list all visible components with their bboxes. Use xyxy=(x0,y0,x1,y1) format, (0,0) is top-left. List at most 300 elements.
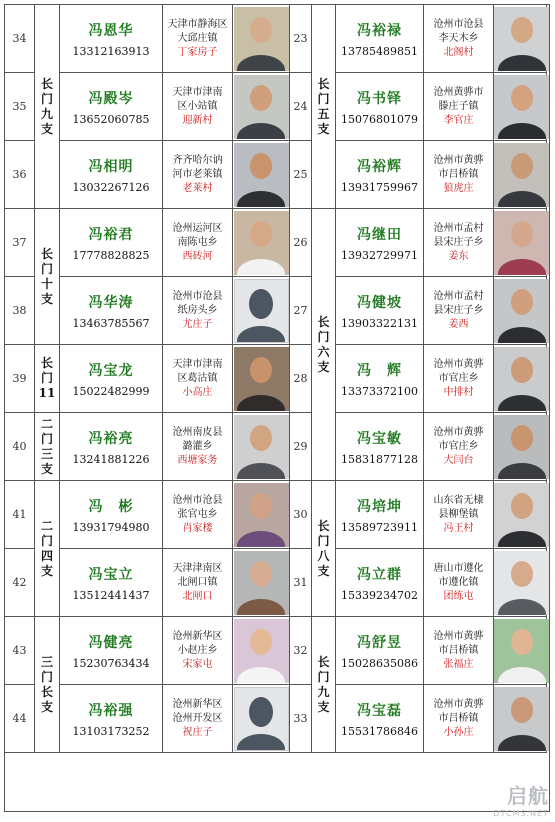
roster-row xyxy=(5,5,547,73)
row-number: 24 xyxy=(290,73,312,141)
member-name: 冯立群 xyxy=(357,566,402,583)
address-line: 沧州开发区 xyxy=(172,712,223,724)
member-name-cell xyxy=(60,617,163,685)
member-address-cell xyxy=(163,413,233,481)
roster-row xyxy=(5,685,547,753)
portrait-head xyxy=(250,17,272,43)
roster-row xyxy=(5,481,547,549)
photo-cell xyxy=(233,617,290,685)
member-village: 团练屯 xyxy=(443,590,474,602)
portrait-head xyxy=(250,561,272,587)
portrait-torso xyxy=(498,735,546,751)
branch-cell xyxy=(35,345,60,413)
member-phone: 13512441437 xyxy=(72,588,150,602)
address-line: 市官庄乡 xyxy=(438,372,479,384)
member-phone: 15028635086 xyxy=(341,656,418,670)
branch-label-char: 长 xyxy=(40,76,53,91)
roster-row xyxy=(5,209,547,277)
member-phone: 13903322131 xyxy=(341,316,418,330)
member-address-cell xyxy=(163,73,233,141)
portrait-head xyxy=(511,561,533,587)
address-line: 沧州市孟村 xyxy=(433,290,484,302)
member-name: 冯裕禄 xyxy=(357,22,402,39)
address-line: 河市老莱镇 xyxy=(172,168,223,180)
address-line: 唐山市遵化 xyxy=(433,562,484,574)
member-name: 冯宝龙 xyxy=(88,362,134,379)
member-portrait xyxy=(494,415,549,479)
address-line: 市官庄乡 xyxy=(438,440,479,452)
member-phone: 13463785567 xyxy=(72,316,150,330)
member-address-cell xyxy=(424,5,494,73)
member-village: 宋家屯 xyxy=(182,658,213,670)
branch-label-char: 门 xyxy=(317,329,330,344)
member-name: 冯相明 xyxy=(88,158,134,175)
address-line: 沧州新华区 xyxy=(172,630,223,642)
member-address-cell xyxy=(163,345,233,413)
address-line: 市遵化镇 xyxy=(438,576,479,588)
portrait-head xyxy=(250,425,272,451)
member-name: 冯殿岑 xyxy=(88,90,134,107)
address-line: 小赵庄乡 xyxy=(177,644,218,656)
row-number: 44 xyxy=(5,685,35,753)
branch-label-char: 长 xyxy=(317,314,330,329)
member-address-cell xyxy=(424,685,494,753)
avatar-placeholder-icon xyxy=(234,279,289,343)
member-village: 姜西 xyxy=(448,318,469,330)
member-name-cell xyxy=(336,73,424,141)
portrait-head xyxy=(511,493,533,519)
branch-label-char: 长 xyxy=(40,356,53,370)
branch-cell xyxy=(35,5,60,209)
branch-label-char: 门 xyxy=(40,261,53,276)
member-address-cell xyxy=(424,73,494,141)
member-phone: 13241881226 xyxy=(72,452,150,466)
photo-cell xyxy=(494,549,547,617)
portrait-head xyxy=(249,289,273,319)
row-number: 30 xyxy=(290,481,312,549)
member-portrait xyxy=(234,483,289,547)
member-name-cell xyxy=(336,685,424,753)
member-name: 冯书铎 xyxy=(357,90,402,107)
address-line: 市吕桥镇 xyxy=(438,712,479,724)
photo-cell xyxy=(494,73,547,141)
address-line: 大邱庄镇 xyxy=(177,32,218,44)
address-line: 县宋庄子乡 xyxy=(433,304,484,316)
member-village: 迎新村 xyxy=(182,114,213,126)
member-village: 西塘家务 xyxy=(177,454,218,466)
portrait-torso xyxy=(237,259,285,275)
photo-cell xyxy=(233,73,290,141)
member-name: 冯培坤 xyxy=(357,498,402,515)
address-line: 滕庄子镇 xyxy=(438,100,479,112)
member-name: 冯 彬 xyxy=(88,498,134,515)
member-phone: 15022482999 xyxy=(72,384,150,398)
member-name-cell xyxy=(336,277,424,345)
member-portrait xyxy=(234,7,289,71)
watermark-logo: 启航 xyxy=(507,784,549,808)
address-line: 天津津南区 xyxy=(172,562,223,574)
member-name: 冯继田 xyxy=(357,226,402,243)
member-phone: 17778828825 xyxy=(72,248,150,262)
member-name: 冯宝敏 xyxy=(357,430,402,447)
member-village: 中排村 xyxy=(443,386,474,398)
row-number: 23 xyxy=(290,5,312,73)
member-name-cell xyxy=(60,549,163,617)
address-line: 山东省无棣 xyxy=(433,494,484,506)
member-village: 丁家房子 xyxy=(177,46,218,58)
branch-label-char: 长 xyxy=(40,246,53,261)
portrait-head xyxy=(250,629,272,655)
photo-cell xyxy=(494,5,547,73)
portrait-torso xyxy=(498,259,546,275)
branch-cell xyxy=(312,5,336,209)
member-phone: 13589723911 xyxy=(341,520,418,534)
branch-label-char: 门 xyxy=(317,669,330,684)
branch-label-char: 门 xyxy=(40,669,53,684)
member-village: 小孙庄 xyxy=(443,726,474,738)
member-village: 北闸口 xyxy=(182,590,213,602)
address-line: 天津市津南 xyxy=(172,86,223,98)
member-phone: 13785489851 xyxy=(341,44,418,58)
photo-cell xyxy=(494,481,547,549)
member-village: 狼虎庄 xyxy=(443,182,474,194)
member-phone: 13931759967 xyxy=(341,180,418,194)
member-address-cell xyxy=(163,549,233,617)
member-name-cell xyxy=(60,209,163,277)
member-name-cell xyxy=(60,685,163,753)
member-address-cell xyxy=(424,141,494,209)
portrait-head xyxy=(511,697,533,723)
branch-label-char: 门 xyxy=(40,431,53,446)
portrait-head xyxy=(250,493,272,519)
roster-row xyxy=(5,141,547,209)
member-name: 冯裕强 xyxy=(88,702,134,719)
row-number: 28 xyxy=(290,345,312,413)
portrait-torso xyxy=(498,123,546,139)
roster-row xyxy=(5,345,547,413)
row-number: 29 xyxy=(290,413,312,481)
member-address-cell xyxy=(424,413,494,481)
branch-label-char: 门 xyxy=(40,533,53,548)
member-name: 冯裕亮 xyxy=(88,430,134,447)
address-line: 李天木乡 xyxy=(438,32,479,44)
address-line: 沧州市沧县 xyxy=(172,494,223,506)
member-name-cell xyxy=(60,481,163,549)
member-phone: 13103173252 xyxy=(72,724,150,738)
photo-cell xyxy=(233,5,290,73)
member-portrait xyxy=(494,279,549,343)
member-phone: 13032267126 xyxy=(72,180,150,194)
member-address-cell xyxy=(424,481,494,549)
branch-label-char: 长 xyxy=(40,684,53,699)
photo-cell xyxy=(494,277,547,345)
member-name: 冯裕辉 xyxy=(357,158,402,175)
member-address-cell xyxy=(163,685,233,753)
avatar-placeholder-icon xyxy=(234,687,289,751)
branch-label-char: 二 xyxy=(40,416,53,431)
portrait-head xyxy=(250,85,272,111)
photo-cell xyxy=(233,549,290,617)
branch-label-char: 门 xyxy=(40,91,53,106)
branch-label-char: 十 xyxy=(40,276,53,291)
member-phone: 15339234702 xyxy=(341,588,418,602)
address-line: 市吕桥镇 xyxy=(438,644,479,656)
address-line: 区小站镇 xyxy=(177,100,218,112)
row-number: 37 xyxy=(5,209,35,277)
photo-cell xyxy=(233,209,290,277)
row-number: 43 xyxy=(5,617,35,685)
address-line: 北闸口镇 xyxy=(177,576,218,588)
row-number: 31 xyxy=(290,549,312,617)
member-name: 冯恩华 xyxy=(88,22,134,39)
member-portrait xyxy=(494,211,549,275)
member-name: 冯华涛 xyxy=(88,294,134,311)
member-address-cell xyxy=(163,5,233,73)
address-line: 天津市津南 xyxy=(172,358,223,370)
address-line: 市吕桥镇 xyxy=(438,168,479,180)
member-name: 冯 辉 xyxy=(357,362,402,379)
member-portrait xyxy=(234,347,289,411)
portrait-head xyxy=(511,425,533,451)
member-portrait xyxy=(494,687,549,751)
portrait-torso xyxy=(237,395,285,411)
member-name-cell xyxy=(336,141,424,209)
member-name-cell xyxy=(336,5,424,73)
member-portrait xyxy=(234,143,289,207)
address-line: 沧州市黄骅 xyxy=(433,426,484,438)
portrait-torso xyxy=(237,599,285,615)
member-village: 北阁村 xyxy=(443,46,474,58)
address-line: 沧州市沧县 xyxy=(433,18,484,30)
branch-label-char: 五 xyxy=(317,106,330,121)
branch-label-char: 支 xyxy=(40,461,53,476)
member-phone: 13652060785 xyxy=(72,112,150,126)
branch-label-char: 支 xyxy=(317,699,330,714)
photo-cell xyxy=(233,141,290,209)
portrait-torso xyxy=(237,734,285,751)
member-portrait xyxy=(494,483,549,547)
member-name-cell xyxy=(60,5,163,73)
member-phone: 15531786846 xyxy=(341,724,418,738)
member-village: 大闫台 xyxy=(443,454,474,466)
roster-row xyxy=(5,413,547,481)
member-portrait xyxy=(234,619,289,683)
member-name: 冯健亮 xyxy=(88,634,134,651)
branch-label-char: 九 xyxy=(40,106,53,121)
address-line: 沧州市黄骅 xyxy=(433,698,484,710)
row-number: 27 xyxy=(290,277,312,345)
photo-cell xyxy=(233,345,290,413)
address-line: 沧州市黄骅 xyxy=(433,154,484,166)
member-phone: 13312163913 xyxy=(72,44,150,58)
member-name: 冯宝磊 xyxy=(357,702,402,719)
address-line: 县柳堡镇 xyxy=(438,508,479,520)
member-address-cell xyxy=(424,617,494,685)
portrait-head xyxy=(511,629,533,655)
member-name-cell xyxy=(60,141,163,209)
portrait-head xyxy=(511,289,533,315)
member-name-cell xyxy=(336,617,424,685)
row-number: 32 xyxy=(290,617,312,685)
branch-cell xyxy=(35,617,60,753)
portrait-torso xyxy=(498,667,546,683)
member-address-cell xyxy=(424,277,494,345)
member-village: 张福庄 xyxy=(443,658,474,670)
address-line: 张官屯乡 xyxy=(177,508,218,520)
member-address-cell xyxy=(163,141,233,209)
photo-cell xyxy=(233,481,290,549)
branch-cell xyxy=(312,209,336,481)
site-watermark xyxy=(493,780,549,818)
portrait-torso xyxy=(237,123,285,139)
member-portrait xyxy=(234,415,289,479)
address-line: 南陈屯乡 xyxy=(177,236,218,248)
member-name: 冯健坡 xyxy=(357,294,402,311)
member-phone: 15831877128 xyxy=(341,452,418,466)
address-line: 沧州市黄骅 xyxy=(433,358,484,370)
address-line: 沧州市沧县 xyxy=(172,290,223,302)
member-address-cell xyxy=(163,481,233,549)
row-number: 39 xyxy=(5,345,35,413)
portrait-torso xyxy=(237,55,285,71)
portrait-head xyxy=(511,85,533,111)
member-address-cell xyxy=(424,209,494,277)
branch-cell xyxy=(35,413,60,481)
branch-label-char: 八 xyxy=(317,548,330,563)
member-village: 姜东 xyxy=(448,250,469,262)
row-number: 40 xyxy=(5,413,35,481)
member-phone: 15076801079 xyxy=(341,112,418,126)
portrait-torso xyxy=(498,599,546,615)
member-name-cell xyxy=(60,345,163,413)
address-line: 天津市静海区 xyxy=(167,18,228,30)
branch-label-char: 支 xyxy=(317,563,330,578)
portrait-head xyxy=(250,221,272,247)
member-portrait xyxy=(494,551,549,615)
member-portrait xyxy=(234,551,289,615)
member-village: 小高庄 xyxy=(182,386,213,398)
member-portrait xyxy=(234,211,289,275)
portrait-torso xyxy=(237,326,285,343)
branch-label-char: 长 xyxy=(317,518,330,533)
member-village: 尤庄子 xyxy=(182,318,213,330)
member-name-cell xyxy=(60,73,163,141)
row-number: 33 xyxy=(290,685,312,753)
address-line: 县宋庄子乡 xyxy=(433,236,484,248)
member-village: 李官庄 xyxy=(443,114,474,126)
branch-cell xyxy=(312,481,336,617)
member-name: 冯宝立 xyxy=(88,566,134,583)
branch-label-char: 门 xyxy=(317,533,330,548)
photo-cell xyxy=(494,209,547,277)
branch-label-char: 支 xyxy=(317,121,330,136)
portrait-head xyxy=(249,697,273,727)
address-line: 区葛沽镇 xyxy=(177,372,218,384)
branch-label-char: 支 xyxy=(40,563,53,578)
member-address-cell xyxy=(424,549,494,617)
row-number: 26 xyxy=(290,209,312,277)
branch-label-char: 支 xyxy=(40,291,53,306)
photo-cell xyxy=(233,277,290,345)
branch-label-char: 支 xyxy=(40,121,53,136)
member-name: 冯裕君 xyxy=(88,226,134,243)
branch-label-char: 长 xyxy=(317,76,330,91)
row-number: 38 xyxy=(5,277,35,345)
portrait-head xyxy=(250,153,272,179)
member-portrait xyxy=(494,347,549,411)
address-line: 沧州南皮县 xyxy=(172,426,223,438)
roster-row xyxy=(5,549,547,617)
member-name-cell xyxy=(336,345,424,413)
address-line: 沧州市黄骅 xyxy=(433,630,484,642)
member-portrait xyxy=(494,143,549,207)
address-line: 沧州黄骅市 xyxy=(433,86,484,98)
branch-label-char: 支 xyxy=(317,359,330,374)
member-portrait xyxy=(494,619,549,683)
portrait-torso xyxy=(498,327,546,343)
address-line: 潞灌乡 xyxy=(182,440,213,452)
branch-label-char: 门 xyxy=(40,371,53,385)
branch-label-char: 11 xyxy=(38,386,56,400)
branch-cell xyxy=(312,617,336,753)
roster-row xyxy=(5,277,547,345)
row-number: 34 xyxy=(5,5,35,73)
portrait-torso xyxy=(498,191,546,207)
member-name-cell xyxy=(336,413,424,481)
member-name: 冯舒昱 xyxy=(357,634,402,651)
branch-label-char: 长 xyxy=(317,654,330,669)
portrait-torso xyxy=(498,463,546,479)
member-village: 冯王村 xyxy=(443,522,474,534)
branch-label-char: 三 xyxy=(40,654,53,669)
member-portrait xyxy=(234,75,289,139)
branch-label-char: 四 xyxy=(40,548,53,563)
branch-label-char: 三 xyxy=(40,446,53,461)
member-roster-table xyxy=(4,4,547,753)
row-number: 42 xyxy=(5,549,35,617)
member-portrait xyxy=(494,75,549,139)
member-name-cell xyxy=(336,481,424,549)
photo-cell xyxy=(494,141,547,209)
address-line: 沧州市孟村 xyxy=(433,222,484,234)
address-line: 沧州运河区 xyxy=(172,222,223,234)
photo-cell xyxy=(494,685,547,753)
member-portrait xyxy=(494,7,549,71)
member-village: 老莱村 xyxy=(182,182,213,194)
address-line: 沧州新华区 xyxy=(172,698,223,710)
branch-label-char: 门 xyxy=(317,91,330,106)
branch-label-char: 支 xyxy=(40,699,53,714)
member-phone: 15230763434 xyxy=(72,656,150,670)
member-phone: 13932729971 xyxy=(341,248,418,262)
member-name-cell xyxy=(60,413,163,481)
member-address-cell xyxy=(424,345,494,413)
member-address-cell xyxy=(163,277,233,345)
portrait-torso xyxy=(498,55,546,71)
portrait-head xyxy=(511,221,533,247)
address-line: 齐齐哈尔讷 xyxy=(172,154,223,166)
portrait-head xyxy=(511,153,533,179)
roster-row xyxy=(5,73,547,141)
portrait-torso xyxy=(237,191,285,207)
row-number: 41 xyxy=(5,481,35,549)
portrait-head xyxy=(250,357,272,383)
portrait-torso xyxy=(237,531,285,547)
branch-label-char: 九 xyxy=(317,684,330,699)
portrait-torso xyxy=(237,667,285,683)
photo-cell xyxy=(494,345,547,413)
branch-cell xyxy=(35,209,60,345)
